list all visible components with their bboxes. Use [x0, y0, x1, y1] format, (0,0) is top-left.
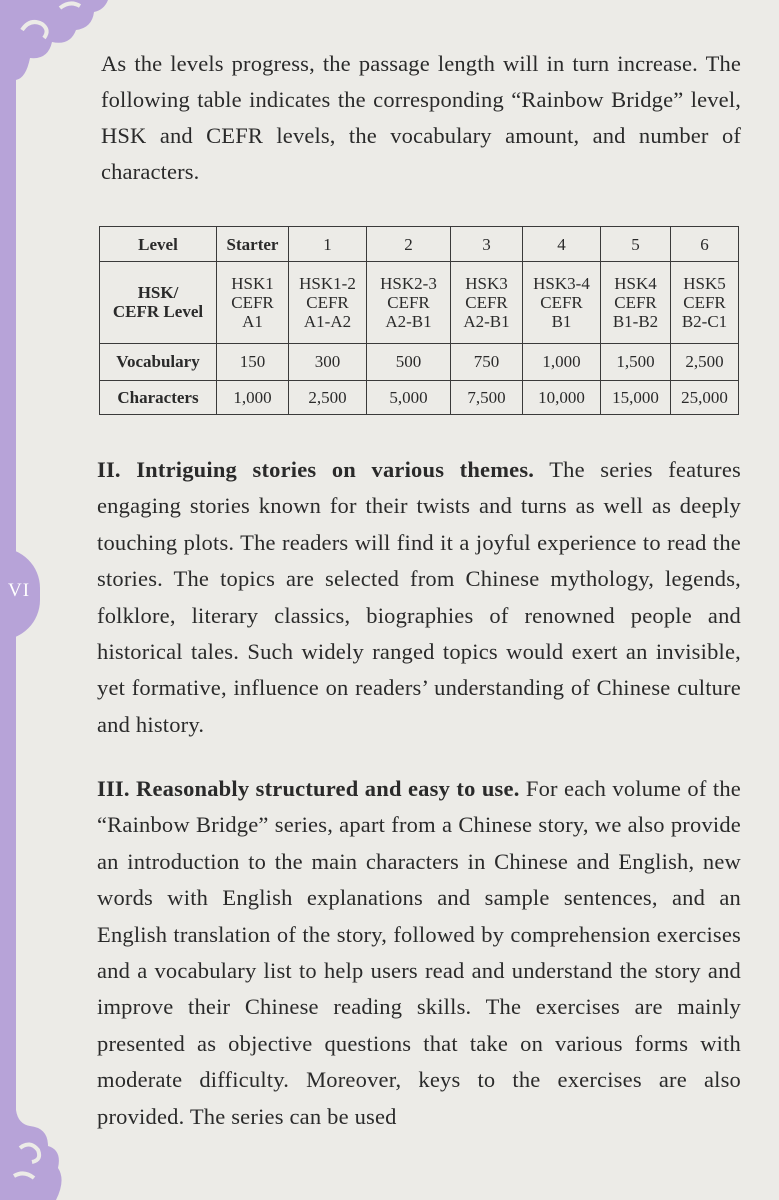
table-header-cell: 1 [289, 227, 367, 262]
section-three-paragraph [97, 771, 741, 1135]
table-header-cell: Level [100, 227, 217, 262]
level-comparison-table [99, 226, 739, 415]
table-cell: 300 [289, 343, 367, 380]
table-cell: HSK4 CEFR B1-B2 [601, 262, 671, 343]
table-cell: 2,500 [289, 380, 367, 414]
section-two-heading: II. Intriguing stories on various themes. [97, 457, 535, 482]
table-cell: 25,000 [671, 380, 739, 414]
table-cell: HSK1-2 CEFR A1-A2 [289, 262, 367, 343]
table-cell: 2,500 [671, 343, 739, 380]
row-label-vocabulary: Vocabulary [100, 343, 217, 380]
table-cell: 7,500 [451, 380, 523, 414]
table-cell: 750 [451, 343, 523, 380]
table-cell: HSK5 CEFR B2-C1 [671, 262, 739, 343]
table-cell: 5,000 [367, 380, 451, 414]
table-cell: HSK1 CEFR A1 [217, 262, 289, 343]
table-row [100, 262, 739, 343]
table-row [100, 227, 739, 262]
section-three-heading: III. Reasonably structured and easy to use. [97, 776, 520, 801]
cloud-ornament-icon [0, 0, 110, 90]
table-header-cell: 2 [367, 227, 451, 262]
table-cell: 500 [367, 343, 451, 380]
cloud-ornament-icon [0, 1110, 70, 1200]
section-two-body: The series features engaging stories known for their twists and turns as well as deeply touching plots. The readers will find it a joyful experience to read the stories. The topics are selected from Chinese mythology, legends, folklore, literary classics, biographies of renowned people and historical tales. Such widely ranged topics would exert an invisible, yet formative, influence on readers’ understanding of Chinese culture and history. [97, 457, 741, 737]
row-label-characters: Characters [100, 380, 217, 414]
row-label-line: HSK/ [137, 283, 179, 303]
table-cell: HSK2-3 CEFR A2-B1 [367, 262, 451, 343]
intro-text: As the levels progress, the passage length will in turn increase. The following table indicates the corresponding “Rainbow Bridge” level, HSK and CEFR levels, the vocabulary amount, and number of characters. [101, 51, 741, 184]
table-row [100, 343, 739, 380]
section-three-body: For each volume of the “Rainbow Bridge” series, apart from a Chinese story, we also provide an introduction to the main characters in Chinese and English, new words with English explanations and sample sentences, and an English translation of the story, followed by comprehension exercises and a vocabulary list to help users read and understand the story and improve their Chinese reading skills. The exercises are mainly presented as objective questions that take on various forms with moderate difficulty. Moreover, keys to the exercises are also provided. The series can be used [97, 776, 741, 1129]
row-label-line: CEFR Level [112, 302, 204, 322]
table-header-cell: 4 [523, 227, 601, 262]
table-cell: 1,000 [217, 380, 289, 414]
table-header-cell: 5 [601, 227, 671, 262]
table-header-cell: Starter [217, 227, 289, 262]
table-cell: 150 [217, 343, 289, 380]
table-cell: 1,000 [523, 343, 601, 380]
table-cell: HSK3 CEFR A2-B1 [451, 262, 523, 343]
intro-paragraph [101, 46, 741, 190]
page-number: VI [8, 580, 31, 601]
table-header-cell: 6 [671, 227, 739, 262]
table-cell: 1,500 [601, 343, 671, 380]
table-header-cell: 3 [451, 227, 523, 262]
table-row [100, 380, 739, 414]
row-label-hsk-cefr [100, 262, 217, 343]
table-cell: HSK3-4 CEFR B1 [523, 262, 601, 343]
table-cell: 10,000 [523, 380, 601, 414]
section-two-paragraph [97, 452, 741, 743]
table-cell: 15,000 [601, 380, 671, 414]
